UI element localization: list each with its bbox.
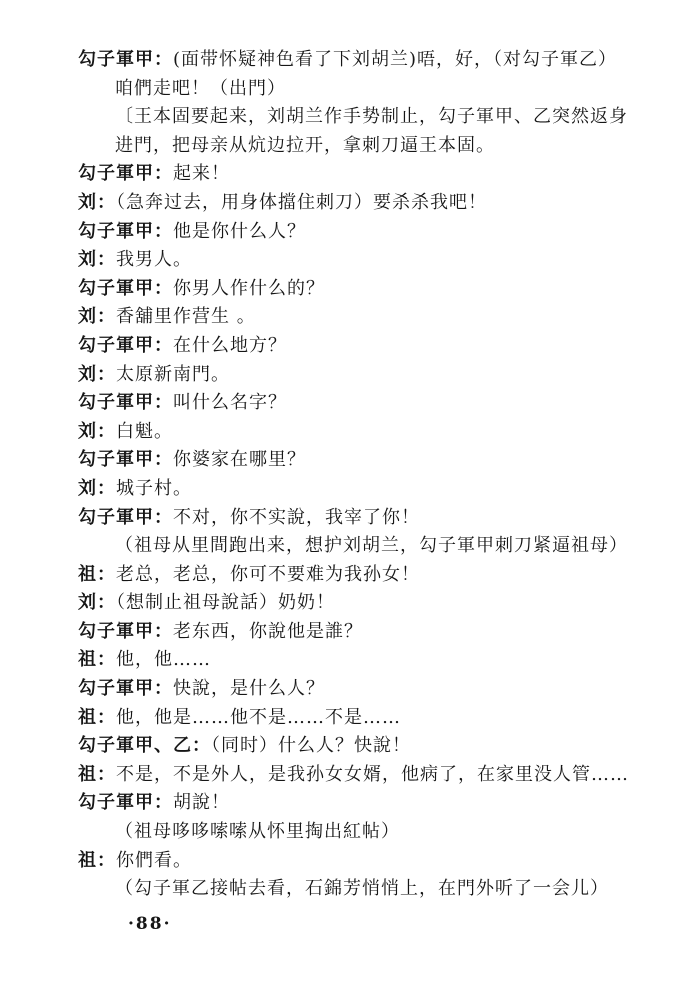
dialogue-line xyxy=(0,46,690,75)
speaker-label: 勾子軍甲： xyxy=(78,163,173,185)
speaker-label: 祖： xyxy=(78,563,116,585)
speaker-label: 刘： xyxy=(78,420,116,442)
dialogue-line xyxy=(0,275,690,304)
speaker-label: 祖： xyxy=(78,763,116,785)
dialogue-text: 不是，不是外人，是我孙女女婿，他病了，在家里没人管…… xyxy=(116,763,629,785)
speaker-label: 勾子軍甲： xyxy=(78,220,173,242)
dialogue-text: 白魁。 xyxy=(116,420,173,442)
dialogue-text: 叫什么名字？ xyxy=(173,392,287,414)
dialogue-line xyxy=(0,589,690,618)
dialogue-text: 你男人作什么的？ xyxy=(173,277,325,299)
dialogue-text: 在什么地方？ xyxy=(173,334,287,356)
dialogue-line xyxy=(0,475,690,504)
dialogue-text: 快說，是什么人？ xyxy=(173,678,325,700)
dialogue-line xyxy=(0,847,690,876)
dialogue-continuation: 咱們走吧！（出門） xyxy=(115,77,286,99)
dialogue-line xyxy=(0,646,690,675)
dialogue-line xyxy=(0,504,690,533)
dialogue-line xyxy=(0,704,690,733)
dialogue-line xyxy=(0,332,690,361)
dialogue-line xyxy=(0,675,690,704)
speaker-label: 勾子軍甲： xyxy=(78,334,173,356)
speaker-label: 祖： xyxy=(78,706,116,728)
dialogue-line xyxy=(0,189,690,218)
stage-direction: （祖母从里間跑出来，想护刘胡兰，勾子軍甲刺刀紧逼祖母） xyxy=(115,535,628,557)
dialogue-line xyxy=(0,418,690,447)
dialogue-text: 太原新南門。 xyxy=(116,363,230,385)
dialogue-line xyxy=(0,160,690,189)
dialogue-line xyxy=(0,561,690,590)
speaker-label: 勾子軍甲： xyxy=(78,678,173,700)
dialogue-line xyxy=(0,789,690,818)
dialogue-text: 胡說！ xyxy=(173,792,230,814)
speaker-label: 勾子軍甲、乙： xyxy=(78,735,211,757)
speaker-label: 勾子軍甲： xyxy=(78,49,173,70)
dialogue-text: 老总，老总，你可不要难为我孙女！ xyxy=(116,563,420,585)
dialogue-text: (面带怀疑神色看了下刘胡兰)唔，好，（对勾子軍乙） xyxy=(173,49,618,70)
speaker-label: 刘： xyxy=(78,363,116,385)
speaker-label: 刘： xyxy=(78,249,116,271)
speaker-label: 勾子軍甲： xyxy=(78,449,173,471)
dialogue-text: 你們看。 xyxy=(116,849,192,871)
dialogue-line xyxy=(0,446,690,475)
dialogue-text: 起来！ xyxy=(173,163,230,185)
speaker-label: 勾子軍甲： xyxy=(78,392,173,414)
dialogue-text: 不对，你不实說，我宰了你！ xyxy=(173,506,420,528)
dialogue-text: （想制止祖母說話）奶奶！ xyxy=(116,592,335,614)
stage-direction: （祖母哆哆嗦嗦从怀里掏出紅帖） xyxy=(115,821,400,843)
script-page xyxy=(0,46,690,904)
page-number: ·88· xyxy=(128,914,172,934)
stage-direction: （勾子軍乙接帖去看，石錦芳悄悄上，在門外听了一会儿） xyxy=(115,878,609,900)
speaker-label: 祖： xyxy=(78,649,116,671)
dialogue-text: 老东西，你說他是誰？ xyxy=(173,620,363,642)
dialogue-text: （同时）什么人？快說！ xyxy=(211,735,411,757)
dialogue-text: 你婆家在哪里？ xyxy=(173,449,306,471)
dialogue-text: 他，他…… xyxy=(116,649,211,671)
speaker-label: 刘： xyxy=(78,592,116,614)
dialogue-line xyxy=(0,761,690,790)
dialogue-text: 他，他是……他不是……不是…… xyxy=(116,706,401,728)
dialogue-line xyxy=(0,303,690,332)
speaker-label: 勾子軍甲： xyxy=(78,792,173,814)
dialogue-text: 他是你什么人？ xyxy=(173,220,306,242)
speaker-label: 刘： xyxy=(78,191,116,213)
dialogue-line xyxy=(0,389,690,418)
speaker-label: 勾子軍甲： xyxy=(78,620,173,642)
dialogue-line xyxy=(0,618,690,647)
dialogue-line xyxy=(0,218,690,247)
stage-direction: 进門，把母亲从炕边拉开，拿刺刀逼王本固。 xyxy=(115,134,495,156)
dialogue-text: （急奔过去，用身体擋住刺刀）要杀杀我吧！ xyxy=(116,191,487,213)
speaker-label: 勾子軍甲： xyxy=(78,506,173,528)
dialogue-line xyxy=(0,246,690,275)
speaker-label: 祖： xyxy=(78,849,116,871)
speaker-label: 勾子軍甲： xyxy=(78,277,173,299)
dialogue-line xyxy=(0,732,690,761)
speaker-label: 刘： xyxy=(78,477,116,499)
dialogue-text: 城子村。 xyxy=(116,477,192,499)
dialogue-line xyxy=(0,361,690,390)
dialogue-text: 我男人。 xyxy=(116,249,192,271)
speaker-label: 刘： xyxy=(78,306,116,328)
stage-direction: 〔王本固要起来，刘胡兰作手势制止，勾子軍甲、乙突然返身 xyxy=(115,106,628,128)
dialogue-text: 香舖里作营生 。 xyxy=(116,306,256,328)
